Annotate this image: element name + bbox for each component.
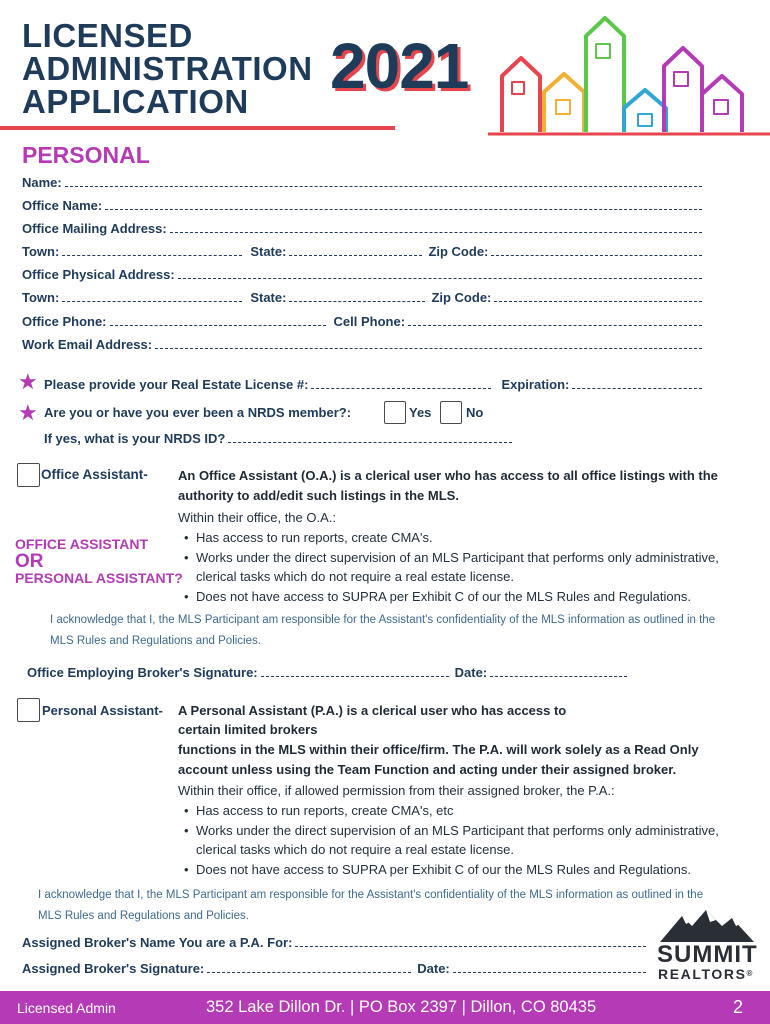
houses-icon xyxy=(488,8,770,138)
oa-bullet-list xyxy=(178,528,738,606)
office-assistant-checkbox[interactable] xyxy=(17,463,40,487)
personal-assistant-checkbox[interactable] xyxy=(17,698,40,722)
license-label: Please provide your Real Estate License #: xyxy=(44,377,309,392)
office-phone-label: Office Phone: xyxy=(22,314,107,329)
year-heading: 2021 xyxy=(330,30,469,102)
list-item: • Does not have access to SUPRA per Exhibit C of our the MLS Rules and Regulations. xyxy=(178,587,738,607)
oa-date-label: Date: xyxy=(454,665,488,680)
state-field-2[interactable] xyxy=(289,291,425,302)
broker-signature-field[interactable] xyxy=(207,962,411,973)
broker-name-field[interactable] xyxy=(295,936,646,947)
personal-assistant-description-1: A Personal Assistant (P.A.) is a clerical user who has access to certain limited brokers xyxy=(178,703,567,737)
section-title-personal: PERSONAL xyxy=(22,142,150,168)
office-assistant-label: Office Assistant- xyxy=(41,467,148,482)
zip-label-2: Zip Code: xyxy=(431,290,492,305)
expiration-label: Expiration: xyxy=(501,377,570,392)
town-field-2[interactable] xyxy=(62,291,242,302)
nrds-id-label: If yes, what is your NRDS ID? xyxy=(44,431,226,446)
title-line-2: ADMINISTRATION xyxy=(22,50,313,87)
mailing-field[interactable] xyxy=(170,222,702,233)
office-name-label: Office Name: xyxy=(22,198,103,213)
nrds-id-field[interactable] xyxy=(228,432,512,443)
title-line-3: APPLICATION xyxy=(22,83,249,120)
state-label-2: State: xyxy=(250,290,287,305)
town-label-2: Town: xyxy=(22,290,60,305)
nrds-yes-label: Yes xyxy=(409,405,432,420)
office-name-field[interactable] xyxy=(105,199,702,210)
town-field[interactable] xyxy=(62,245,242,256)
physical-town-row xyxy=(22,287,706,305)
physical-label: Office Physical Address: xyxy=(22,267,175,282)
list-item: • Works under the direct supervision of an MLS Participant that performs only administrative, clerical tasks which do not require a real estate license. xyxy=(178,548,738,587)
list-item: • Has access to run reports, create CMA's, etc xyxy=(178,801,742,821)
personal-assistant-description-2: functions in the MLS within their office/firm. The P.A. will work solely as a Read Only account unless using the Team Function and acting under their assigned broker. xyxy=(178,742,699,777)
nrds-question: Are you or have you ever been a NRDS member?: xyxy=(44,405,352,420)
phone-row xyxy=(22,311,706,329)
side-label-office-assistant: OFFICE ASSISTANT xyxy=(15,536,148,552)
expiration-field[interactable] xyxy=(572,378,702,389)
broker-date-label: Date: xyxy=(417,961,450,976)
star-icon: ★ xyxy=(18,369,38,394)
footer-left-text: Licensed Admin xyxy=(17,1000,116,1016)
state-label: State: xyxy=(250,244,287,259)
broker-signature-label: Assigned Broker's Signature: xyxy=(22,961,205,976)
oa-date-field[interactable] xyxy=(490,666,627,677)
email-label: Work Email Address: xyxy=(22,337,153,352)
oa-signature-row xyxy=(27,662,631,680)
license-field[interactable] xyxy=(311,378,491,389)
town-label: Town: xyxy=(22,244,60,259)
office-assistant-description: An Office Assistant (O.A.) is a clerical user who has access to all office listings with the authority to add/edit such listings in the MLS. xyxy=(178,468,718,503)
zip-label: Zip Code: xyxy=(428,244,489,259)
broker-signature-row xyxy=(22,958,650,976)
oa-acknowledgement: I acknowledge that I, the MLS Participant am responsible for the Assistant's confidentiality of the MLS information as outlined in the MLS Rules and Regulations and Policies. xyxy=(50,614,716,647)
list-item: • Does not have access to SUPRA per Exhibit C of our the MLS Rules and Regulations. xyxy=(178,860,742,880)
broker-date-field[interactable] xyxy=(453,962,646,973)
broker-name-row xyxy=(22,932,650,950)
cell-phone-field[interactable] xyxy=(408,315,702,326)
physical-field[interactable] xyxy=(178,268,702,279)
office-phone-field[interactable] xyxy=(110,315,326,326)
footer-bar xyxy=(0,991,770,1024)
zip-field-2[interactable] xyxy=(494,291,702,302)
side-label-personal-assistant: PERSONAL ASSISTANT? xyxy=(15,570,183,586)
nrds-id-row xyxy=(44,428,516,446)
footer-address: 352 Lake Dillon Dr. | PO Box 2397 | Dillon, CO 80435 xyxy=(206,998,597,1016)
pa-acknowledgement: I acknowledge that I, the MLS Participant am responsible for the Assistant's confidentiality of the MLS information as outlined in the MLS Rules and Regulations and Policies. xyxy=(38,889,704,922)
physical-row xyxy=(22,264,706,282)
mountain-logo-icon xyxy=(660,910,754,942)
mailing-town-row xyxy=(22,241,706,259)
pa-within-text: Within their office, if allowed permission from their assigned broker, the P.A.: xyxy=(178,783,615,798)
side-label-or: OR xyxy=(15,551,44,572)
name-row xyxy=(22,172,706,190)
nrds-no-checkbox[interactable] xyxy=(440,401,462,424)
oa-signature-field[interactable] xyxy=(261,666,449,677)
oa-signature-label: Office Employing Broker's Signature: xyxy=(27,665,258,680)
email-field[interactable] xyxy=(155,338,702,349)
zip-field[interactable] xyxy=(491,245,702,256)
mailing-row xyxy=(22,218,706,236)
email-row xyxy=(22,334,706,352)
nrds-yes-checkbox[interactable] xyxy=(384,401,406,424)
title-line-1: LICENSED xyxy=(22,17,193,54)
logo-realtors: REALTORS® xyxy=(658,966,755,982)
state-field[interactable] xyxy=(289,245,422,256)
oa-within-text: Within their office, the O.A.: xyxy=(178,510,336,525)
list-item: • Has access to run reports, create CMA's. xyxy=(178,528,738,548)
personal-assistant-label: Personal Assistant- xyxy=(42,703,163,718)
page-number: 2 xyxy=(733,997,744,1017)
license-row xyxy=(44,374,706,392)
name-field[interactable] xyxy=(65,176,702,187)
logo-summit: SUMMIT xyxy=(657,941,758,968)
nrds-no-label: No xyxy=(466,405,484,420)
pa-bullet-list xyxy=(178,801,742,879)
name-label: Name: xyxy=(22,175,62,190)
broker-name-label: Assigned Broker's Name You are a P.A. For: xyxy=(22,935,293,950)
mailing-label: Office Mailing Address: xyxy=(22,221,167,236)
office-name-row xyxy=(22,195,706,213)
list-item: • Works under the direct supervision of an MLS Participant that performs only administrative, clerical tasks which do not require a real estate license. xyxy=(178,821,742,860)
star-icon: ★ xyxy=(18,400,38,425)
header-divider xyxy=(0,126,395,130)
cell-phone-label: Cell Phone: xyxy=(333,314,406,329)
